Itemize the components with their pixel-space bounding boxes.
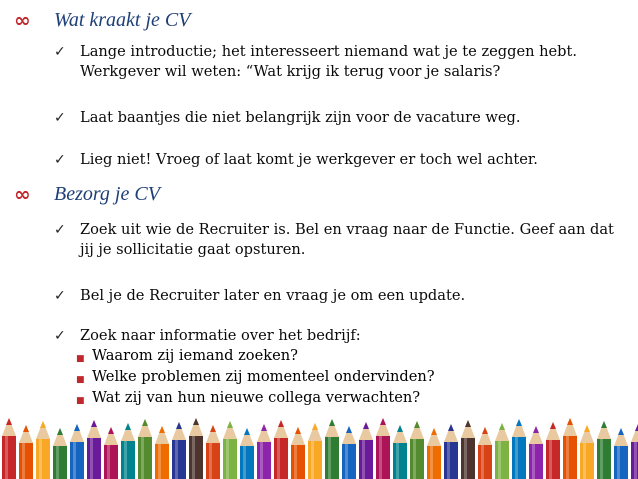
infinity-bullet-icon: ∞ — [14, 182, 31, 206]
list-item — [54, 150, 624, 170]
pencil — [121, 423, 135, 479]
pencil — [172, 422, 186, 479]
pencil — [410, 421, 424, 479]
pencil — [631, 424, 638, 479]
pencil — [257, 424, 271, 479]
square-bullet-icon: ■ — [76, 396, 85, 406]
pencil — [495, 423, 509, 479]
list-item — [54, 326, 624, 346]
pencil — [70, 424, 84, 479]
pencil — [614, 428, 628, 479]
pencil — [240, 428, 254, 479]
sub-list-item-text: Waarom zij iemand zoeken? — [92, 347, 298, 364]
list-item-text: Lieg niet! Vroeg of laat komt je werkgever er toch wel achter. — [80, 151, 538, 168]
checkmark-icon: ✓ — [54, 328, 66, 344]
pencil — [529, 426, 543, 479]
colored-pencils-decoration — [0, 410, 638, 479]
list-item — [54, 286, 624, 306]
pencil — [189, 418, 203, 479]
checkmark-icon: ✓ — [54, 288, 66, 304]
sub-list-item-text: Wat zij van hun nieuwe collega verwachten? — [92, 389, 421, 406]
pencil — [597, 421, 611, 479]
pencil — [19, 425, 33, 479]
pencil — [461, 420, 475, 479]
pencil — [223, 421, 237, 479]
square-bullet-icon: ■ — [76, 354, 85, 364]
list-item — [54, 108, 624, 128]
section-heading-2 — [14, 182, 160, 206]
pencil — [87, 420, 101, 479]
pencil — [342, 426, 356, 479]
pencil — [155, 426, 169, 479]
pencil — [36, 421, 50, 479]
pencil — [512, 419, 526, 479]
list-item-text: Zoek uit wie de Recruiter is. Bel en vraag naar de Functie. Geef aan dat jij je sollicitatie gaat opsturen. — [80, 221, 614, 258]
pencil — [291, 427, 305, 479]
infinity-bullet-icon: ∞ — [14, 8, 31, 32]
pencil — [138, 419, 152, 479]
list-item — [54, 220, 624, 260]
pencil — [478, 427, 492, 479]
pencil — [427, 428, 441, 479]
pencil — [104, 427, 118, 479]
sub-list-item — [76, 389, 420, 410]
list-item — [54, 42, 624, 82]
pencil — [2, 418, 16, 479]
list-item-text: Bel je de Recruiter later en vraag je om een update. — [80, 287, 466, 304]
section-heading-1 — [14, 8, 190, 32]
sub-list-item — [76, 368, 435, 389]
checkmark-icon: ✓ — [54, 152, 66, 168]
list-item-text: Zoek naar informatie over het bedrijf: — [80, 327, 361, 344]
pencil — [206, 425, 220, 479]
pencil — [563, 418, 577, 479]
pencil — [376, 418, 390, 479]
checkmark-icon: ✓ — [54, 44, 66, 60]
section-title: Bezorg je CV — [54, 182, 160, 205]
pencil — [546, 422, 560, 479]
pencil — [444, 424, 458, 479]
pencil — [359, 422, 373, 479]
list-item-text: Lange introductie; het interesseert niemand wat je te zeggen hebt. Werkgever wil weten: “Wat krijg ik terug voor je salaris? — [80, 43, 578, 80]
pencil — [325, 419, 339, 479]
section-title: Wat kraakt je CV — [54, 8, 191, 31]
pencil — [274, 420, 288, 479]
list-item-text: Laat baantjes die niet belangrijk zijn voor de vacature weg. — [80, 109, 521, 126]
checkmark-icon: ✓ — [54, 222, 66, 238]
pencil — [53, 428, 67, 479]
sub-list-item — [76, 347, 298, 368]
pencil — [308, 423, 322, 479]
checkmark-icon: ✓ — [54, 110, 66, 126]
pencil — [393, 425, 407, 479]
square-bullet-icon: ■ — [76, 375, 85, 385]
sub-list-item-text: Welke problemen zij momenteel ondervinden? — [92, 368, 435, 385]
pencil — [580, 425, 594, 479]
